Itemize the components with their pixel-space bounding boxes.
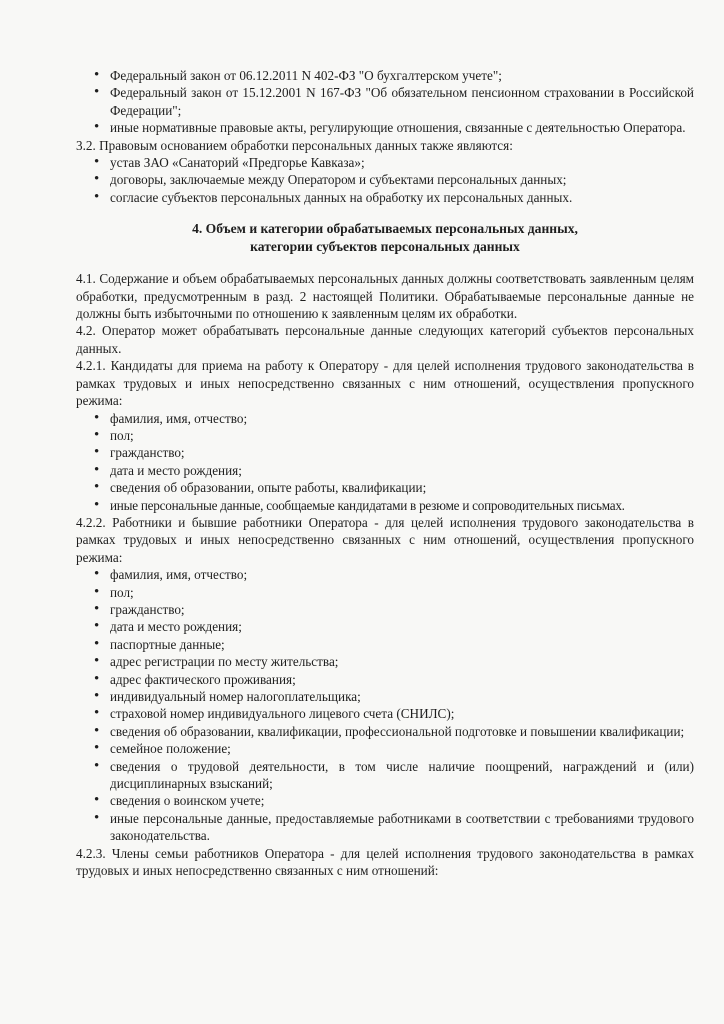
paragraph-3-2: 3.2. Правовым основанием обработки персональных данных также являются: [76, 137, 513, 153]
list-item: • фамилия, имя, отчество; [76, 566, 694, 583]
list-item: • дата и место рождения; [76, 462, 694, 479]
list-item: • Федеральный закон от 06.12.2011 N 402-ФЗ "О бухгалтерском учете"; [76, 67, 694, 84]
list-item: • сведения о трудовой деятельности, в том числе наличие поощрений, награждений и (или) дисциплинарных взысканий; [76, 758, 694, 793]
paragraph-4-2-3: 4.2.3. Члены семьи работников Оператора - для целей исполнения трудового законодательства в рамках трудовых и иных непосредственно связанных с ним отношений: [76, 845, 694, 879]
section-4-heading [76, 220, 694, 256]
document-body [76, 67, 694, 879]
list-item: • дата и место рождения; [76, 618, 694, 635]
paragraph-4-1: 4.1. Содержание и объем обрабатываемых персональных данных должны соответствовать заявленным целям обработки, предусмотренным в разд. 2 настоящей Политики. Обрабатываемые персональные данные не должны быть избыточными по отношению к заявленным целям их обработки. [76, 271, 694, 322]
list-item: • страховой номер индивидуального лицевого счета (СНИЛС); [76, 705, 694, 722]
list-item: • согласие субъектов персональных данных на обработку их персональных данных. [76, 189, 694, 206]
list-item: • адрес фактического проживания; [76, 671, 694, 688]
legal-acts-list [76, 67, 694, 137]
heading-line-1: 4. Объем и категории обрабатываемых персональных данных, [192, 221, 578, 237]
list-item: • индивидуальный номер налогоплательщика; [76, 688, 694, 705]
paragraph-4-2-1: 4.2.1. Кандидаты для приема на работу к Оператору - для целей исполнения трудового законодательства в рамках трудовых и иных непосредственно связанных с ним отношений, осуществления пропускного режима: [76, 358, 694, 409]
paragraph-4-2-2: 4.2.2. Работники и бывшие работники Оператора - для целей исполнения трудового законодательства в рамках трудовых и иных непосредственно связанных с ним отношений, осуществления пропускного режима: [76, 514, 694, 565]
list-item: • иные персональные данные, предоставляемые работниками в соответствии с требованиями трудового законодательства. [76, 810, 694, 845]
list-item: • иные персональные данные, сообщаемые кандидатами в резюме и сопроводительных письмах. [76, 497, 694, 514]
list-item: • сведения об образовании, опыте работы, квалификации; [76, 479, 694, 496]
legal-basis-list [76, 154, 694, 206]
paragraph-4-2: 4.2. Оператор может обрабатывать персональные данные следующих категорий субъектов персональных данных. [76, 323, 694, 356]
list-item: • пол; [76, 584, 694, 601]
list-item: • гражданство; [76, 444, 694, 461]
list-item: • договоры, заключаемые между Оператором и субъектами персональных данных; [76, 171, 694, 188]
candidates-data-list [76, 410, 694, 514]
employees-data-list [76, 566, 694, 845]
list-item: • семейное положение; [76, 740, 694, 757]
list-item: • сведения о воинском учете; [76, 792, 694, 809]
list-item: • сведения об образовании, квалификации, профессиональной подготовке и повышении квалификации; [76, 723, 694, 740]
list-item: • Федеральный закон от 15.12.2001 N 167-ФЗ "Об обязательном пенсионном страховании в Российской Федерации"; [76, 84, 694, 119]
list-item: • иные нормативные правовые акты, регулирующие отношения, связанные с деятельностью Оператора. [76, 119, 694, 136]
list-item: • фамилия, имя, отчество; [76, 410, 694, 427]
list-item: • устав ЗАО «Санаторий «Предгорье Кавказа»; [76, 154, 694, 171]
list-item: • паспортные данные; [76, 636, 694, 653]
heading-line-2: категории субъектов персональных данных [250, 239, 520, 255]
list-item: • гражданство; [76, 601, 694, 618]
list-item: • пол; [76, 427, 694, 444]
list-item: • адрес регистрации по месту жительства; [76, 653, 694, 670]
